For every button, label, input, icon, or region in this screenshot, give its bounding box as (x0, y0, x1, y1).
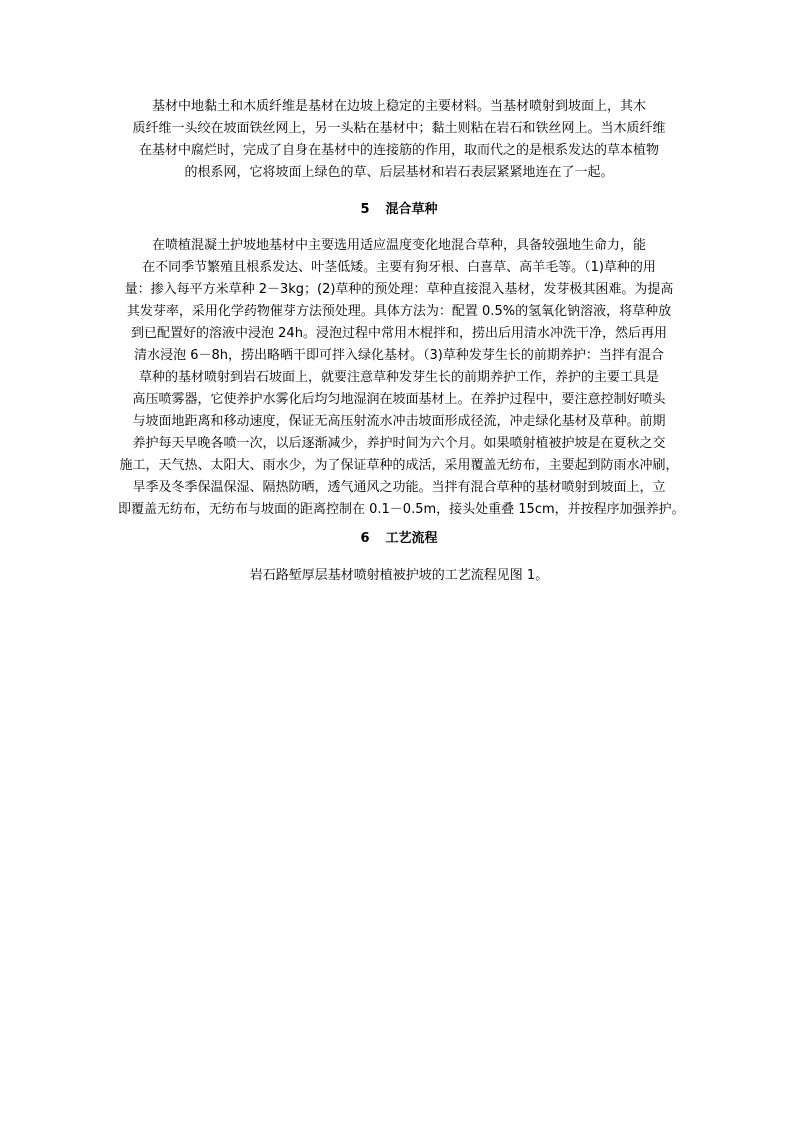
section5-number: 5 (360, 202, 370, 217)
paragraph-line: 其发芽率，采用化学药物催芽方法预处理。具体方法为：配置 0.5%的氢氧化钠溶液，将草种放 (126, 304, 672, 319)
paragraph-line: 在喷植混凝土护坡地基材中主要选用适应温度变化地混合草种，具备较强地生命力，能 (151, 238, 646, 253)
section6-number: 6 (360, 531, 370, 546)
paragraph-line: 在不同季节繁殖且根系发达、叶茎低矮。主要有狗牙根、白喜草、高羊毛等。（1)草种的用 (142, 260, 656, 275)
paragraph-line: 量：掺入每平方米草种 2－3kg；(2)草种的预处理：草种直接混入基材，发芽极其困难。为提高 (124, 282, 674, 297)
paragraph-line: 养护每天早晚各喷一次，以后逐渐减少，养护时间为六个月。如果喷射植被护坡是在夏秋之交 (132, 436, 666, 451)
paragraph-line: 高压喷雾器，它使养护水雾化后均匀地湿润在坡面基材上。在养护过程中，要注意控制好喷头 (132, 392, 666, 407)
section5-heading (118, 199, 680, 221)
paragraph-line: 岩石路堑厚层基材喷射植被护坡的工艺流程见图 1。 (249, 568, 549, 583)
paragraph-line: 与坡面地距离和移动速度，保证无高压射流水冲击坡面形成径流，冲走绿化基材及草种。前期 (132, 414, 666, 429)
paragraph-line: 清水浸泡 6－8h，捞出略晒干即可拌入绿化基材。（3)草种发芽生长的前期养护：当拌有混合 (134, 348, 664, 363)
section6-title: 工艺流程 (385, 531, 438, 546)
paragraph-line: 旱季及冬季保温保湿、隔热防晒，透气通风之功能。当拌有混合草种的基材喷射到坡面上，立 (132, 480, 666, 495)
paragraph-line: 基材中地黏土和木质纤维是基材在边坡上稳定的主要材料。当基材喷射到坡面上，其木 (151, 99, 646, 114)
section5-title: 混合草种 (385, 202, 438, 217)
paragraph-line: 施工，天气热、太阳大、雨水少，为了保证草种的成活，采用覆盖无纺布，主要起到防雨水冲刷， (119, 458, 679, 473)
section4-tail-paragraph (118, 96, 680, 184)
paragraph-line: 到已配置好的溶液中浸泡 24h。浸泡过程中常用木棍拌和，捞出后用清水冲洗干净，然后再用 (131, 326, 667, 341)
paragraph-line: 即覆盖无纺布，无纺布与坡面的距离控制在 0.1－0.5m，接头处重叠 15cm，并按程序加强养护。 (118, 502, 685, 517)
section6-heading (118, 528, 680, 550)
paragraph-line: 草种的基材喷射到岩石坡面上，就要注意草种发芽生长的前期养护工作，养护的主要工具是 (138, 370, 659, 385)
section5-paragraph (118, 235, 685, 521)
section6-paragraph (118, 565, 680, 587)
paragraph-line: 的根系网，它将坡面上绿色的草、后层基材和岩石表层紧紧地连在了一起。 (184, 165, 614, 180)
paragraph-line: 在基材中腐烂时，完成了自身在基材中的连接筋的作用，取而代之的是根系发达的草本植物 (138, 143, 659, 158)
paragraph-line: 质纤维一头绞在坡面铁丝网上，另一头粘在基材中；黏土则粘在岩石和铁丝网上。当木质纤维 (132, 121, 666, 136)
